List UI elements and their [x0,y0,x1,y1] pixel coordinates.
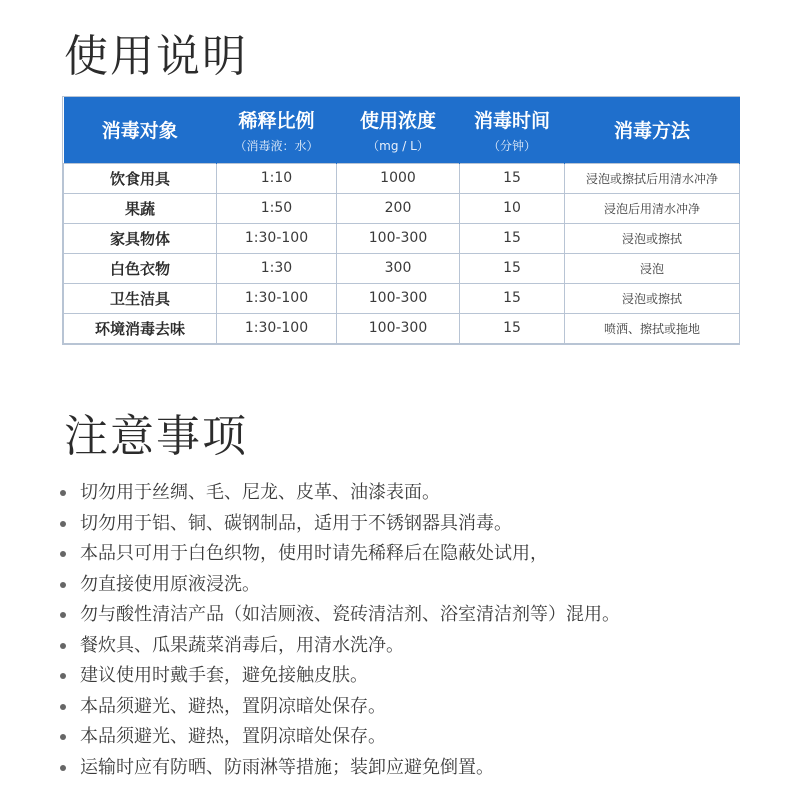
cell-method: 浸泡 [565,253,740,283]
note-text: 勿与酸性清洁产品（如洁厕液、瓷砖清洁剂、浴室清洁剂等）混用。 [80,604,620,625]
cell-concentration: 100-300 [337,283,460,313]
cell-concentration: 1000 [337,163,460,193]
cell-time: 15 [460,223,565,253]
cell-method: 浸泡或擦拭 [565,223,740,253]
cell-ratio: 1:30 [217,253,337,283]
bullet-icon [60,490,66,496]
bullet-icon [60,704,66,710]
cell-time: 15 [460,253,565,283]
cell-object: 饮食用具 [64,163,217,193]
list-item [60,753,790,784]
note-text: 本品须避光、避热，置阴凉暗处保存。 [80,695,386,717]
list-item [60,692,790,723]
header-object [64,97,217,163]
cell-ratio: 1:30-100 [217,223,337,253]
cell-object: 环境消毒去味 [64,313,217,343]
note-text: 本品须避光、避热，置阴凉暗处保存。 [80,726,386,747]
cell-concentration: 100-300 [337,313,460,343]
header-label: 消毒方法 [613,120,690,143]
table-row [64,313,740,343]
cell-ratio: 1:30-100 [217,313,337,343]
cell-method: 浸泡或擦拭后用清水冲净 [565,163,740,193]
note-text: 本品只可用于白色织物，使用时请先稀释后在隐蔽处试用， [80,543,548,564]
header-ratio [217,97,337,163]
bullet-icon [60,734,66,740]
table-row [64,193,740,223]
header-sublabel: （消毒液：水） [234,138,319,153]
usage-table [62,96,740,345]
cell-time: 15 [460,163,565,193]
list-item [60,600,790,631]
cell-method: 喷洒、擦拭或拖地 [565,313,740,343]
cell-object: 白色衣物 [64,253,217,283]
bullet-icon [60,765,66,771]
list-item [60,478,790,509]
cell-object: 家具物体 [64,223,217,253]
note-text: 勿直接使用原液浸洗。 [80,573,260,595]
cell-concentration: 200 [337,193,460,223]
cell-time: 15 [460,313,565,343]
header-sublabel: （分钟） [487,138,536,153]
list-item [60,509,790,540]
cell-method: 浸泡或擦拭 [565,283,740,313]
list-item [60,631,790,662]
cell-time: 10 [460,193,565,223]
usage-title: 使用说明 [64,31,248,82]
header-label: 消毒对象 [101,120,178,143]
cell-object: 果蔬 [64,193,217,223]
cell-concentration: 300 [337,253,460,283]
bullet-icon [60,673,66,679]
header-label: 稀释比例 [238,109,315,132]
cell-object: 卫生洁具 [64,283,217,313]
list-item [60,539,790,570]
table-row [64,163,740,193]
table-row [64,253,740,283]
header-time [460,97,565,163]
table-row [64,283,740,313]
table-row [64,223,740,253]
notes-list [60,478,790,783]
bullet-icon [60,582,66,588]
bullet-icon [60,612,66,618]
note-text: 运输时应有防晒、防雨淋等措施；装卸应避免倒置。 [80,756,494,778]
cell-time: 15 [460,283,565,313]
header-concentration [337,97,460,163]
header-sublabel: （mg / L） [367,138,429,153]
list-item [60,722,790,753]
bullet-icon [60,521,66,527]
cell-method: 浸泡后用清水冲净 [565,193,740,223]
cell-ratio: 1:10 [217,163,337,193]
bullet-icon [60,551,66,557]
cell-concentration: 100-300 [337,223,460,253]
bullet-icon [60,643,66,649]
table-header-row [64,97,740,163]
header-label: 消毒时间 [473,109,550,132]
note-text: 餐炊具、瓜果蔬菜消毒后，用清水洗净。 [80,634,404,656]
header-label: 使用浓度 [359,109,436,132]
note-text: 建议使用时戴手套，避免接触皮肤。 [80,665,368,686]
notes-title: 注意事项 [64,411,248,462]
note-text: 切勿用于铝、铜、碳钢制品，适用于不锈钢器具消毒。 [80,512,512,534]
list-item [60,570,790,601]
cell-ratio: 1:30-100 [217,283,337,313]
header-method [565,97,740,163]
cell-ratio: 1:50 [217,193,337,223]
note-text: 切勿用于丝绸、毛、尼龙、皮革、油漆表面。 [80,482,440,503]
list-item [60,661,790,692]
